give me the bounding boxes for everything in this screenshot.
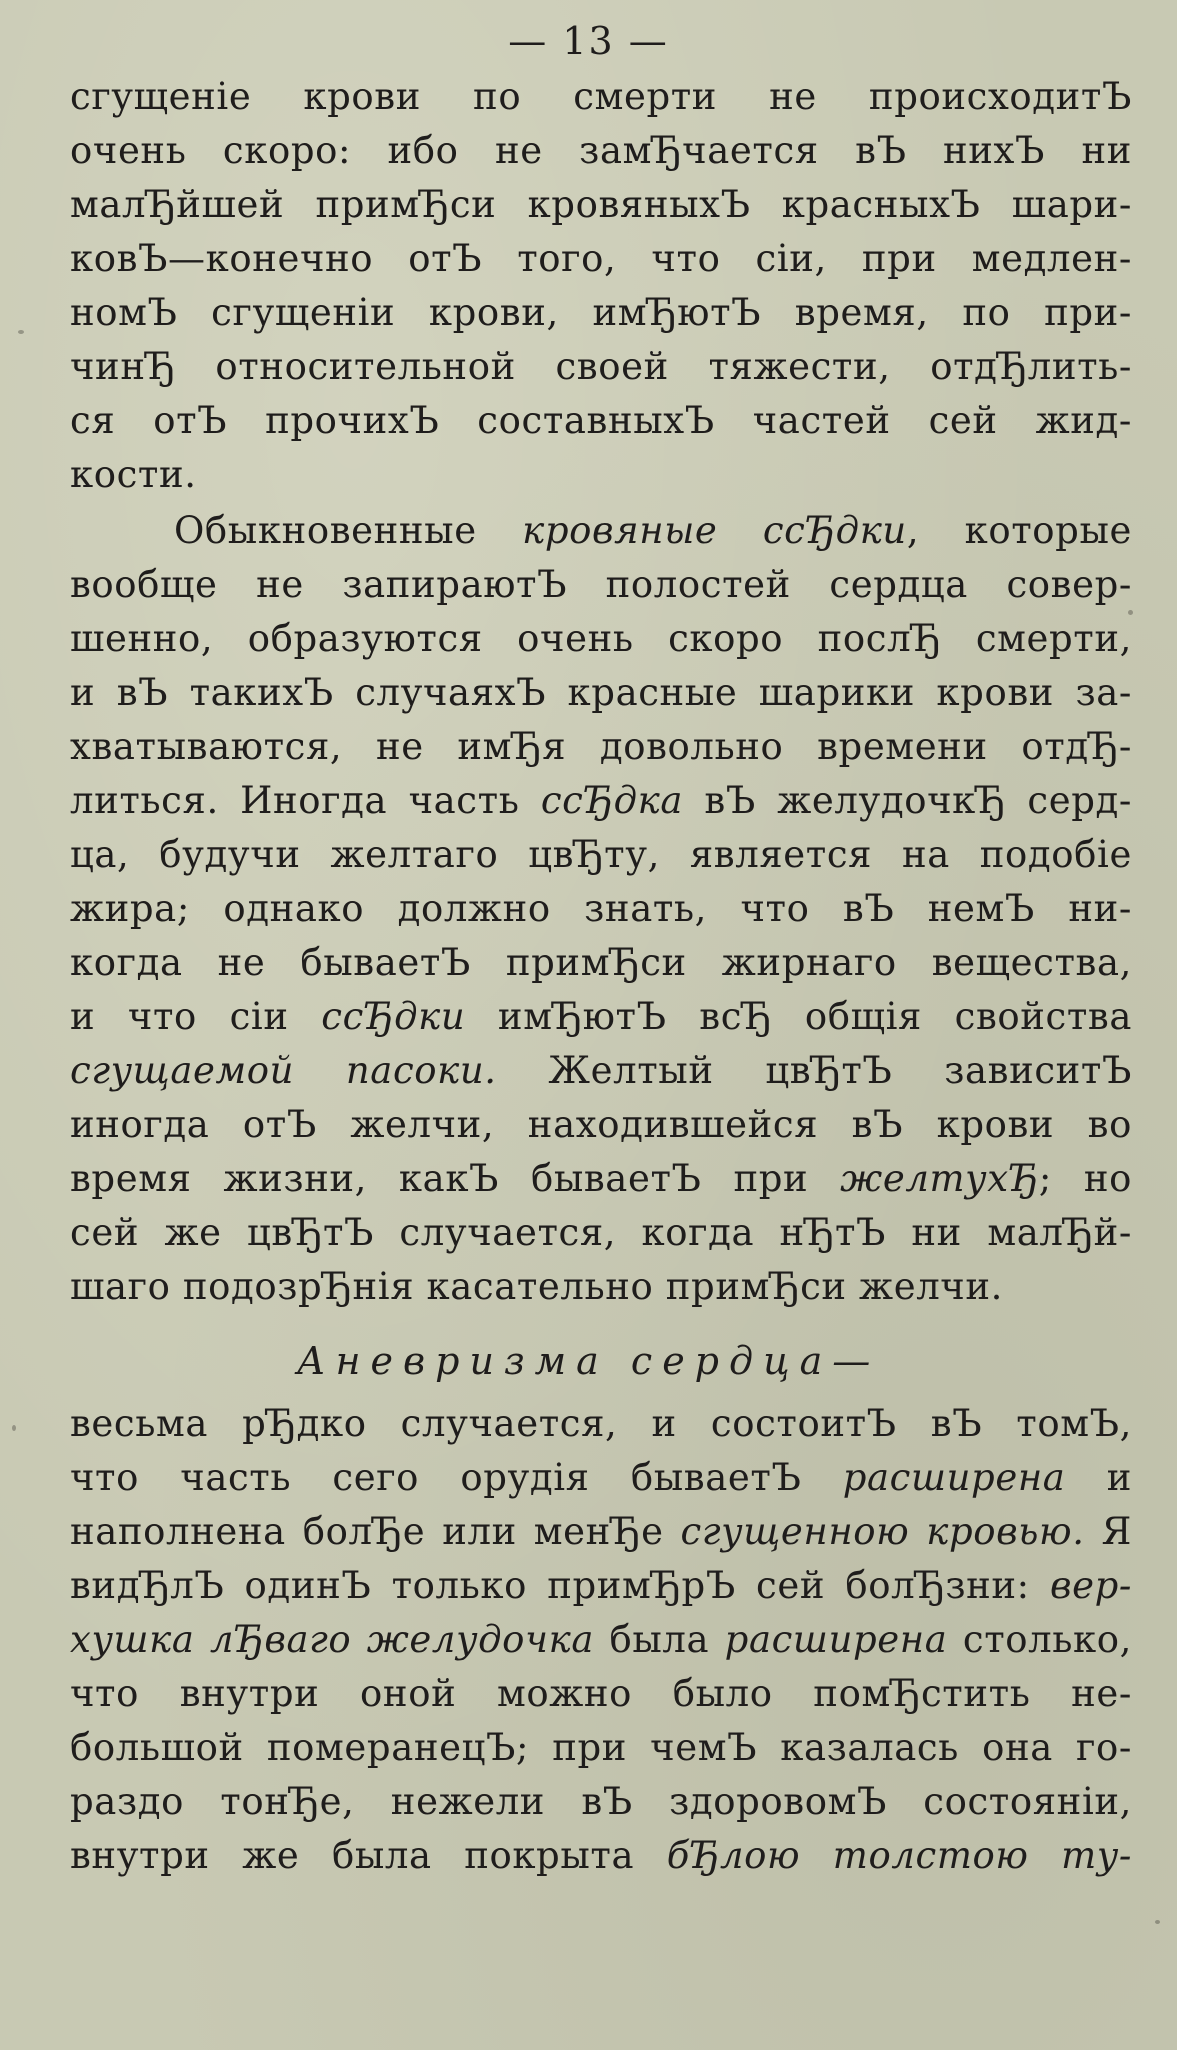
text-line	[70, 1721, 1132, 1775]
italic-text: кровяные ссЂдки	[522, 509, 907, 552]
text-run: иногда отЪ желчи, находившейся вЪ крови во	[70, 1103, 1132, 1146]
text-run: и	[1065, 1456, 1132, 1499]
text-run: малЂйшей примЂси кровяныхЪ красныхЪ шари-	[70, 183, 1132, 226]
ink-speck	[1128, 610, 1133, 615]
text-line	[70, 1451, 1132, 1505]
text-run: ; но	[1038, 1157, 1132, 1200]
text-line	[70, 340, 1132, 394]
text-line	[70, 394, 1132, 448]
text-run: номЪ сгущеніи крови, имЂютЪ время, по при-	[70, 291, 1132, 334]
text-line	[70, 1098, 1132, 1152]
text-line	[70, 558, 1132, 612]
italic-text: ссЂдки	[321, 995, 466, 1038]
text-line	[70, 286, 1132, 340]
italic-text: ссЂдка	[540, 779, 684, 822]
text-run: жира; однако должно знать, что вЪ немЪ ни-	[70, 887, 1132, 930]
text-run: вЪ желудочкЂ серд-	[683, 779, 1132, 822]
text-run: столько,	[947, 1618, 1132, 1661]
italic-text: расширена	[724, 1618, 948, 1661]
text-line	[70, 1775, 1132, 1829]
text-line	[70, 124, 1132, 178]
text-run: была	[594, 1618, 725, 1661]
text-line	[70, 178, 1132, 232]
text-run: что часть сего орудія бываетЪ	[70, 1456, 843, 1499]
text-line	[70, 612, 1132, 666]
italic-text: бЂлою толстою ту-	[666, 1834, 1132, 1877]
italic-text: расширена	[842, 1456, 1066, 1499]
text-run: видЂлЪ одинЪ только примЂрЪ сей болЂзни:	[70, 1564, 1050, 1607]
text-line	[70, 882, 1132, 936]
text-run: весьма рЂдко случается, и состоитЪ вЪ томЪ,	[70, 1402, 1132, 1445]
text-run: ковЪ—конечно отЪ того, что сіи, при медлен-	[70, 237, 1132, 280]
italic-text: сгущенною кровью.	[680, 1510, 1085, 1553]
text-run: литься. Иногда часть	[70, 779, 541, 822]
text-line	[70, 774, 1132, 828]
ink-speck	[18, 330, 24, 334]
italic-text: желтухЂ	[840, 1157, 1039, 1200]
text-run: ца, будучи желтаго цвЂту, является на подобіе	[70, 833, 1132, 876]
text-run: сей же цвЂтЪ случается, когда нЂтЪ ни малЂй-	[70, 1211, 1132, 1254]
text-line	[70, 232, 1132, 286]
text-run: время жизни, какЪ бываетЪ при	[70, 1157, 841, 1200]
text-run: Обыкновенные	[174, 509, 523, 552]
text-line	[70, 1667, 1132, 1721]
text-line	[70, 1829, 1132, 1883]
text-run: Я	[1084, 1510, 1132, 1553]
text-run: кости.	[70, 453, 197, 496]
page-number: — 13 —	[508, 19, 669, 63]
ink-speck	[12, 1425, 16, 1431]
text-line	[70, 1397, 1132, 1451]
text-run: ся отЪ прочихЪ составныхЪ частей сей жид-	[70, 399, 1132, 442]
text-run: внутри же была покрыта	[70, 1834, 667, 1877]
text-line	[70, 1152, 1132, 1206]
text-line	[70, 828, 1132, 882]
text-line	[70, 1206, 1132, 1260]
text-run: вообще не запираютЪ полостей сердца совер-	[70, 563, 1132, 606]
text-line	[70, 448, 1132, 502]
section-heading: Аневризма сердца—	[296, 1339, 881, 1383]
text-run: и вЪ такихЪ случаяхЪ красные шарики крови за-	[70, 671, 1132, 714]
text-run: когда не бываетЪ примЂси жирнаго вещества,	[70, 941, 1132, 984]
text-run: очень скоро: ибо не замЂчается вЪ нихЪ ни	[70, 129, 1132, 172]
text-line	[174, 504, 1132, 558]
text-line	[70, 1613, 1132, 1667]
text-run: , которые	[906, 509, 1132, 552]
text-run: и что сіи	[70, 995, 322, 1038]
text-line	[70, 1044, 1132, 1098]
text-line	[70, 936, 1132, 990]
text-run: раздо тонЂе, нежели вЪ здоровомЪ состояніи,	[70, 1780, 1132, 1823]
text-run: шенно, образуются очень скоро послЂ смерти,	[70, 617, 1132, 660]
text-run: шаго подозрЂнія касательно примЂси желчи.	[70, 1265, 1003, 1308]
text-line	[70, 666, 1132, 720]
text-line	[70, 1559, 1132, 1613]
text-run: хватываются, не имЂя довольно времени отдЂ-	[70, 725, 1132, 768]
text-run: Желтый цвЂтЪ зависитЪ	[496, 1049, 1132, 1092]
ink-speck	[1155, 1920, 1160, 1924]
text-line	[70, 70, 1132, 124]
text-run: что внутри оной можно было помЂстить не-	[70, 1672, 1132, 1715]
text-line	[70, 720, 1132, 774]
text-run: чинЂ относительной своей тяжести, отдЂлить-	[70, 345, 1132, 388]
text-line	[70, 1505, 1132, 1559]
italic-text: хушка лЂваго желудочка	[70, 1618, 595, 1661]
text-run: наполнена болЂе или менЂе	[70, 1510, 681, 1553]
text-line	[70, 1260, 1132, 1314]
text-run: сгущеніе крови по смерти не происходитЪ	[70, 75, 1132, 118]
italic-text: сгущаемой пасоки.	[70, 1049, 497, 1092]
text-line	[70, 990, 1132, 1044]
text-run: имЂютЪ всЂ общія свойства	[465, 995, 1132, 1038]
italic-text: вер-	[1049, 1564, 1132, 1607]
text-run: большой померанецЪ; при чемЪ казалась она го-	[70, 1726, 1132, 1769]
